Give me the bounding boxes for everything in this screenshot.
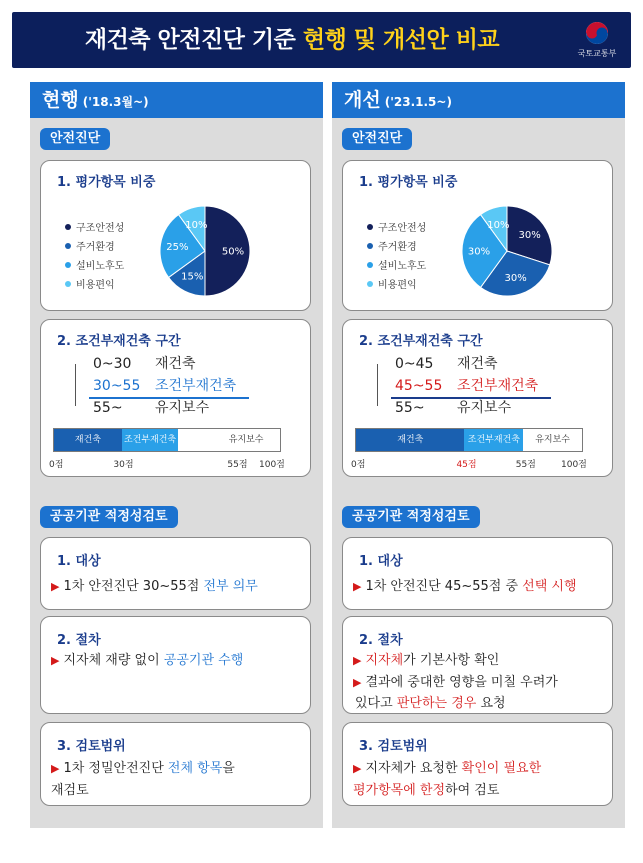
score-tick-label: 100점	[561, 460, 587, 470]
title-highlight: 현행 및 개선안 비교	[302, 27, 500, 53]
procedure-text: 지자체 재량 없이	[63, 653, 160, 668]
current-scope-title: 3. 검토범위	[57, 739, 126, 754]
improved-weights-pie-chart	[447, 201, 567, 301]
current-scope-card	[40, 722, 311, 806]
zone-row-conditional	[395, 376, 538, 397]
triangle-bullet-icon: ▶	[51, 654, 60, 667]
bar-segment: 조건부재건축	[464, 429, 523, 451]
triangle-bullet-icon: ▶	[353, 676, 362, 689]
score-tick-label: 55점	[515, 460, 536, 470]
zone-name: 재건축	[457, 356, 498, 372]
triangle-bullet-icon: ▶	[51, 762, 60, 775]
procedure-text: 가 기본사항 확인	[403, 653, 500, 668]
legend-item	[367, 257, 426, 276]
current-heading: 현행	[42, 89, 79, 111]
triangle-bullet-icon: ▶	[353, 580, 362, 593]
legend-dot-icon	[367, 262, 373, 268]
logo-text: 국토교통부	[577, 49, 617, 58]
legend-label: 설비노후도	[76, 261, 125, 272]
legend-label: 주거환경	[378, 242, 417, 253]
triangle-bullet-icon: ▶	[353, 654, 362, 667]
zone-row-rebuild	[93, 354, 196, 375]
procedure-text: 있다고	[355, 696, 393, 711]
current-procedure-title: 2. 절차	[57, 633, 101, 648]
pie-slice-label: 30%	[518, 230, 541, 242]
improved-scope-line	[353, 758, 604, 780]
improved-target-title: 1. 대상	[359, 554, 403, 569]
title-main: 재건축 안전진단 기준	[84, 27, 296, 53]
improved-procedure-title: 2. 절차	[359, 633, 403, 648]
procedure-highlight: 지자체	[365, 653, 404, 668]
legend-label: 설비노후도	[378, 261, 427, 272]
zone-row-maintenance	[93, 398, 209, 419]
zone-row-conditional	[93, 376, 236, 397]
improved-score-bar	[355, 428, 583, 452]
legend-item	[65, 257, 124, 276]
zone-row-rebuild	[395, 354, 498, 375]
scope-text: 1차 정밀안전진단	[63, 761, 164, 776]
improved-heading: 개선	[344, 89, 381, 111]
improved-procedure-card	[342, 616, 613, 714]
improved-period: ('23.1.5~)	[384, 95, 452, 109]
pie-slice-label: 50%	[221, 246, 245, 258]
improved-scope-card	[342, 722, 613, 806]
current-legend	[65, 219, 124, 295]
current-target-card	[40, 537, 311, 610]
current-safety-diagnosis-label: 안전진단	[40, 128, 110, 150]
bar-segment: 재건축	[356, 429, 464, 451]
zone-bracket	[377, 364, 378, 406]
legend-label: 비용편익	[378, 280, 417, 291]
zone-row-maintenance	[395, 398, 511, 419]
target-text: 1차 안전진단 30~55점	[63, 579, 200, 594]
bar-segment: 유지보수	[523, 429, 582, 451]
improved-review-label: 공공기관 적정성검토	[342, 506, 480, 528]
pie-slice-label: 25%	[166, 242, 189, 254]
legend-dot-icon	[65, 262, 71, 268]
ministry-logo	[571, 20, 623, 62]
current-zones-title: 2. 조건부재건축 구간	[57, 334, 181, 349]
improved-procedure-line-3	[353, 693, 604, 715]
improved-panel	[332, 82, 625, 828]
bar-segment: 조건부재건축	[122, 429, 179, 451]
score-tick-label: 30점	[113, 460, 134, 470]
zone-range: 30~55	[93, 378, 141, 394]
improved-scope-line-2	[353, 780, 604, 802]
legend-item	[65, 276, 124, 295]
scope-text: 지자체가 요청한	[365, 761, 458, 776]
score-tick-label: 0점	[49, 460, 64, 470]
current-weights-title: 1. 평가항목 비중	[57, 175, 156, 190]
pie-slice-label: 30%	[504, 273, 527, 285]
scope-text: 을	[222, 761, 235, 776]
legend-item	[367, 219, 426, 238]
pie-slice-label: 30%	[467, 246, 491, 258]
improved-procedure-line-1	[353, 650, 604, 672]
zone-range: 45~55	[395, 378, 443, 394]
improved-weights-title: 1. 평가항목 비중	[359, 175, 458, 190]
target-highlight: 선택 시행	[522, 579, 577, 594]
zone-range: 0~30	[93, 356, 132, 372]
scope-highlight: 확인이 필요한	[461, 761, 542, 776]
zone-range: 0~45	[395, 356, 434, 372]
procedure-highlight: 판단하는 경우	[396, 696, 477, 711]
zone-name: 재건축	[155, 356, 196, 372]
current-weights-pie-chart	[145, 201, 265, 301]
zone-range: 55~	[395, 400, 425, 416]
current-period: ('18.3월~)	[82, 95, 149, 109]
score-tick-label: 45점	[456, 460, 477, 470]
legend-item	[367, 276, 426, 295]
zone-name: 유지보수	[155, 400, 210, 416]
improved-weights-card	[342, 160, 613, 311]
procedure-highlight: 공공기관 수행	[163, 653, 244, 668]
target-text: 1차 안전진단 45~55점 중	[365, 579, 519, 594]
pie-slice-label: 10%	[185, 219, 208, 231]
score-tick-label: 0점	[351, 460, 366, 470]
zone-range: 55~	[93, 400, 123, 416]
scope-text: 하여 검토	[445, 783, 500, 798]
legend-label: 주거환경	[76, 242, 115, 253]
zone-bracket	[75, 364, 76, 406]
current-panel	[30, 82, 323, 828]
legend-dot-icon	[367, 243, 373, 249]
legend-item	[65, 219, 124, 238]
scope-highlight: 평가항목에 한정	[353, 783, 446, 798]
improved-zones-title: 2. 조건부재건축 구간	[359, 334, 483, 349]
procedure-text: 요청	[480, 696, 506, 711]
pie-slice-label: 10%	[487, 219, 510, 231]
current-scope-line	[51, 758, 302, 780]
bar-segment: 유지보수	[212, 429, 280, 451]
current-score-bar	[53, 428, 281, 452]
zone-name: 조건부재건축	[457, 378, 539, 394]
target-highlight: 전부 의무	[203, 579, 258, 594]
current-target-line	[51, 576, 302, 598]
legend-dot-icon	[65, 243, 71, 249]
improved-target-line	[353, 576, 604, 598]
current-procedure-line	[51, 650, 302, 672]
improved-safety-diagnosis-label: 안전진단	[342, 128, 412, 150]
legend-dot-icon	[367, 281, 373, 287]
zone-name: 유지보수	[457, 400, 512, 416]
scope-highlight: 전체 항목	[167, 761, 223, 776]
legend-dot-icon	[65, 224, 71, 230]
zone-name: 조건부재건축	[155, 378, 237, 394]
current-procedure-card	[40, 616, 311, 714]
improved-scope-title: 3. 검토범위	[359, 739, 428, 754]
bar-segment: 재건축	[54, 429, 122, 451]
current-weights-card	[40, 160, 311, 311]
improved-legend	[367, 219, 426, 295]
triangle-bullet-icon: ▶	[353, 762, 362, 775]
improved-target-card	[342, 537, 613, 610]
current-zones-card	[40, 319, 311, 477]
legend-dot-icon	[367, 224, 373, 230]
triangle-bullet-icon: ▶	[51, 580, 60, 593]
legend-label: 구조안전성	[76, 223, 125, 234]
ministry-emblem-icon	[584, 20, 610, 46]
scope-text: 재검토	[51, 783, 89, 798]
current-scope-line-2	[51, 780, 302, 802]
title-bar	[12, 12, 631, 68]
current-target-title: 1. 대상	[57, 554, 101, 569]
legend-item	[65, 238, 124, 257]
score-tick-label: 100점	[259, 460, 285, 470]
procedure-text: 결과에 중대한 영향을 미칠 우려가	[365, 675, 558, 690]
improved-panel-header	[332, 82, 625, 118]
improved-procedure-line-2	[353, 672, 604, 694]
legend-label: 비용편익	[76, 280, 115, 291]
legend-dot-icon	[65, 281, 71, 287]
legend-item	[367, 238, 426, 257]
page-title	[12, 12, 572, 68]
improved-zones-card	[342, 319, 613, 477]
pie-slice-label: 15%	[181, 271, 204, 283]
score-tick-label: 55점	[227, 460, 248, 470]
legend-label: 구조안전성	[378, 223, 427, 234]
current-review-label: 공공기관 적정성검토	[40, 506, 178, 528]
current-panel-header	[30, 82, 323, 118]
